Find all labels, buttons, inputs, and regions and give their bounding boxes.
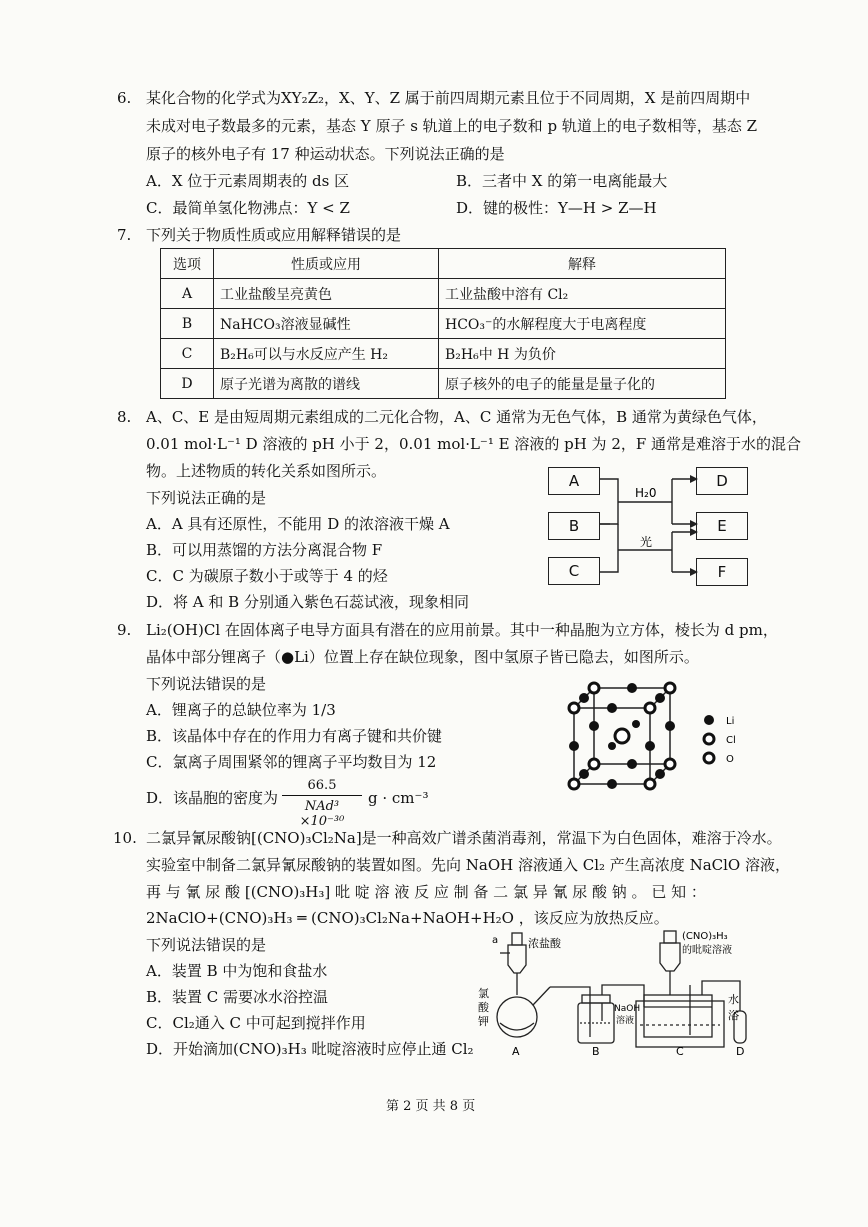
label-hcl: 浓盐酸 bbox=[528, 937, 561, 950]
flow-box-d: D bbox=[696, 467, 748, 495]
label-apparatus-a: A bbox=[512, 1045, 520, 1058]
question-10-stem-line4: 2NaClO+(CNO)₃H₃ ═ (CNO)₃Cl₂Na+NaOH+H₂O ，该反应为放热反应。 bbox=[146, 909, 669, 927]
label-apparatus-c: C bbox=[676, 1045, 684, 1058]
question-6-stem-line3: 原子的核外电子有 17 种运动状态。下列说法正确的是 bbox=[146, 145, 505, 163]
label-kclo3-3: 钾 bbox=[478, 1015, 489, 1028]
question-6-stem-line1: 某化合物的化学式为XY₂Z₂，X、Y、Z 属于前四周期元素且位于不同周期，X 是前四周期中 bbox=[146, 89, 751, 107]
flow-box-a: A bbox=[548, 467, 600, 495]
label-a: a bbox=[492, 935, 499, 946]
flow-box-e: E bbox=[696, 512, 748, 540]
flow-box-b: B bbox=[548, 512, 600, 540]
flow-box-c: C bbox=[548, 557, 600, 585]
question-8-option-c: C．C 为碳原子数小于或等于 4 的烃 bbox=[146, 567, 388, 585]
question-8-number: 8. bbox=[117, 408, 132, 426]
question-6-option-a: A．X 位于元素周期表的 ds 区 bbox=[146, 172, 350, 190]
question-6-option-b: B．三者中 X 的第一电离能最大 bbox=[456, 172, 668, 190]
label-kclo3-1: 氯 bbox=[478, 987, 489, 1000]
crystal-cell-diagram bbox=[560, 680, 690, 800]
table-cell: 工业盐酸呈亮黄色 bbox=[214, 279, 439, 309]
table-cell: D bbox=[161, 369, 214, 399]
question-8-prompt: 下列说法正确的是 bbox=[146, 489, 267, 507]
table-header-cell: 性质或应用 bbox=[214, 249, 439, 279]
table-row bbox=[161, 279, 726, 309]
label-pyridine: 的吡啶溶液 bbox=[682, 945, 732, 956]
table-row bbox=[161, 339, 726, 369]
crystal-legend bbox=[696, 712, 756, 772]
question-10-prompt: 下列说法错误的是 bbox=[146, 936, 267, 954]
question-6-option-c: C．最简单氢化物沸点：Y < Z bbox=[146, 199, 350, 217]
label-cno: (CNO)₃H₃ bbox=[682, 931, 728, 942]
fraction-bar bbox=[282, 795, 362, 796]
table-cell: NaHCO₃溶液显碱性 bbox=[214, 309, 439, 339]
table-header-row bbox=[161, 249, 726, 279]
li-legend-icon bbox=[704, 715, 714, 725]
density-numerator: 66.5 bbox=[307, 778, 337, 793]
label-kclo3-2: 酸 bbox=[478, 1001, 489, 1014]
question-9-option-a: A．锂离子的总缺位率为 1/3 bbox=[146, 701, 336, 719]
question-9-prompt: 下列说法错误的是 bbox=[146, 675, 267, 693]
question-7-number: 7. bbox=[117, 226, 132, 244]
question-9-number: 9. bbox=[117, 621, 132, 639]
question-8-option-d: D．将 A 和 B 分别通入紫色石蕊试液，现象相同 bbox=[146, 593, 469, 611]
label-apparatus-b: B bbox=[592, 1045, 600, 1058]
legend-label-cl: Cl bbox=[726, 735, 736, 746]
table-cell: 原子核外的电子的能量是量子化的 bbox=[439, 369, 726, 399]
question-9-stem-line2: 晶体中部分锂离子（●Li）位置上存在缺位现象，图中氢原子皆已隐去，如图所示。 bbox=[146, 648, 699, 666]
question-10-number: 10. bbox=[113, 829, 137, 847]
question-9-stem-line1: Li₂(OH)Cl 在固体离子电导方面具有潜在的应用前景。其中一种晶胞为立方体，棱长为 d pm， bbox=[146, 621, 778, 639]
question-8-stem-line3: 物。上述物质的转化关系如图所示。 bbox=[146, 462, 387, 480]
question-6-stem-line2: 未成对电子数最多的元素，基态 Y 原子 s 轨道上的电子数和 p 轨道上的电子数相等，基态 Z bbox=[146, 117, 758, 135]
label-apparatus-d: D bbox=[736, 1045, 745, 1058]
table-header-cell: 解释 bbox=[439, 249, 726, 279]
density-unit: g · cm⁻³ bbox=[368, 789, 429, 807]
label-bath-1: 水 bbox=[728, 993, 739, 1006]
apparatus-diagram bbox=[470, 925, 760, 1060]
legend-label-o: O bbox=[726, 754, 734, 765]
flow-box-f: F bbox=[696, 558, 748, 586]
question-9-option-b: B．该晶体中存在的作用力有离子键和共价键 bbox=[146, 727, 443, 745]
label-naoh-2: 溶液 bbox=[616, 1016, 635, 1026]
question-9-option-d-prefix: D．该晶胞的密度为 bbox=[146, 789, 279, 807]
page-footer: 第 2 页 共 8 页 bbox=[386, 1099, 476, 1114]
table-cell: 工业盐酸中溶有 Cl₂ bbox=[439, 279, 726, 309]
table-row bbox=[161, 309, 726, 339]
label-bath-2: 浴 bbox=[728, 1009, 739, 1022]
o-legend-icon bbox=[704, 753, 714, 763]
question-8-option-a: A．A 具有还原性，不能用 D 的浓溶液干燥 A bbox=[146, 515, 450, 533]
table-cell: 原子光谱为离散的谱线 bbox=[214, 369, 439, 399]
question-8-stem-line1: A、C、E 是由短周期元素组成的二元化合物，A、C 通常为无色气体，B 通常为黄绿色气体， bbox=[146, 408, 767, 426]
question-9-option-c: C．氯离子周围紧邻的锂离子平均数目为 12 bbox=[146, 753, 437, 771]
question-7-stem: 下列关于物质性质或应用解释错误的是 bbox=[146, 226, 402, 244]
question-10-option-a: A．装置 B 中为饱和食盐水 bbox=[146, 962, 328, 980]
cl-legend-icon bbox=[704, 734, 714, 744]
question-6-number: 6. bbox=[117, 89, 132, 107]
question-6-option-d: D．键的极性：Y—H > Z—H bbox=[456, 199, 657, 217]
table-row bbox=[161, 369, 726, 399]
table-cell: B₂H₆可以与水反应产生 H₂ bbox=[214, 339, 439, 369]
question-7-table bbox=[160, 248, 726, 399]
density-denominator: NAd³ ×10⁻³⁰ bbox=[299, 799, 345, 829]
question-8-option-b: B．可以用蒸馏的方法分离混合物 F bbox=[146, 541, 383, 559]
question-10-option-d: D．开始滴加(CNO)₃H₃ 吡啶溶液时应停止通 Cl₂ bbox=[146, 1040, 474, 1058]
legend-label-li: Li bbox=[726, 716, 735, 727]
table-cell: B₂H₆中 H 为负价 bbox=[439, 339, 726, 369]
question-10-stem-line3: 再 与 氰 尿 酸 [(CNO)₃H₃] 吡 啶 溶 液 反 应 制 备 二 氯 异 氰 尿 酸 钠 。 已 知 ： bbox=[146, 883, 706, 901]
table-cell: HCO₃⁻的水解程度大于电离程度 bbox=[439, 309, 726, 339]
question-10-stem-line1: 二氯异氰尿酸钠[(CNO)₃Cl₂Na]是一种高效广谱杀菌消毒剂，常温下为白色固体，难溶于冷水。 bbox=[146, 829, 782, 847]
arrow-label-light: 光 bbox=[640, 535, 653, 549]
question-10-option-c: C．Cl₂通入 C 中可起到搅拌作用 bbox=[146, 1014, 366, 1032]
table-header-cell: 选项 bbox=[161, 249, 214, 279]
table-cell: C bbox=[161, 339, 214, 369]
table-cell: A bbox=[161, 279, 214, 309]
label-naoh-1: NaOH bbox=[614, 1004, 641, 1014]
question-10-option-b: B．装置 C 需要冰水浴控温 bbox=[146, 988, 329, 1006]
table-cell: B bbox=[161, 309, 214, 339]
arrow-label-h2o: H₂0 bbox=[635, 486, 657, 500]
question-8-stem-line2: 0.01 mol·L⁻¹ D 溶液的 pH 小于 2，0.01 mol·L⁻¹ E 溶液的 pH 为 2，F 通常是难溶于水的混合 bbox=[146, 435, 802, 453]
question-10-stem-line2: 实验室中制备二氯异氰尿酸钠的装置如图。先向 NaOH 溶液通入 Cl₂ 产生高浓度 NaClO 溶液， bbox=[146, 856, 790, 874]
